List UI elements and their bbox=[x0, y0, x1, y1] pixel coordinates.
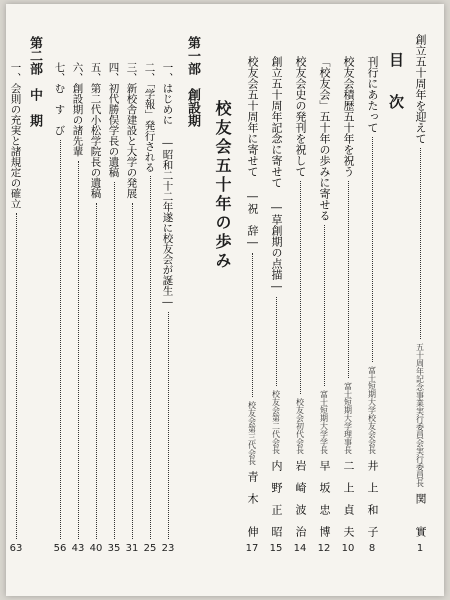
item-title: 一、はじめに ―昭和二十二年遂に校友会が誕生― bbox=[161, 62, 174, 308]
entry-page: 17 bbox=[245, 543, 259, 554]
dot-leader bbox=[60, 140, 61, 540]
item-title: 五、第二代小松学院長の遺稿 bbox=[89, 62, 102, 199]
entry-author-title: 校友会第三代会長 bbox=[247, 401, 257, 465]
part1-item bbox=[124, 62, 140, 554]
toc-title: 目 次 bbox=[387, 52, 405, 115]
part1-item bbox=[160, 62, 176, 554]
item-title: 七、む す び bbox=[53, 62, 66, 136]
entry-author-title: 富士短期大学校友会会長 bbox=[367, 366, 377, 454]
item-title: 一、会則の充実と諸規定の確立 bbox=[9, 62, 22, 209]
part2-label: 第二部 中 期 bbox=[27, 36, 42, 127]
entry-author-title: 富士短期大学理事長 bbox=[343, 382, 353, 454]
entry-page: 15 bbox=[269, 543, 283, 554]
part1-item bbox=[88, 62, 104, 554]
dot-leader bbox=[300, 181, 301, 394]
entry-author-title: 五十周年記念事業実行委員会実行委員長 bbox=[415, 343, 425, 487]
dot-leader bbox=[324, 225, 325, 386]
entry-title: 校友会五十周年に寄せて ―祝 辞― bbox=[246, 56, 259, 249]
entry-title: 校友会積歴五十年を祝う bbox=[342, 56, 355, 177]
entry-author: 岩 崎 波 治 bbox=[294, 460, 307, 537]
toc-entry bbox=[268, 56, 284, 554]
toc-entry bbox=[316, 56, 332, 554]
dot-leader bbox=[348, 181, 349, 378]
entry-title: 創立五十周年記念に寄せて ―草創期の点描― bbox=[270, 56, 283, 293]
entry-author: 青 木 伸 bbox=[246, 471, 259, 537]
toc-entry bbox=[340, 56, 356, 554]
item-page: 56 bbox=[53, 543, 67, 554]
entry-author-title: 富士短期大学学長 bbox=[319, 390, 329, 454]
entry-page: 12 bbox=[317, 543, 331, 554]
entry-page: 10 bbox=[341, 543, 355, 554]
item-title: 四、初代勝俣学長の遺稿 bbox=[107, 62, 120, 178]
entry-page: 8 bbox=[368, 543, 376, 554]
entry-title: 校友会史の発刊を祝して bbox=[294, 56, 307, 177]
item-page: 40 bbox=[89, 543, 103, 554]
dot-leader bbox=[16, 213, 17, 539]
item-title: 二、「学報」発行される bbox=[143, 62, 156, 173]
part1-item bbox=[106, 62, 122, 554]
entry-author-title: 校友会初代会長 bbox=[295, 398, 305, 454]
dot-leader bbox=[96, 203, 97, 540]
book-page bbox=[6, 4, 444, 596]
item-page: 35 bbox=[107, 543, 121, 554]
entry-author: 早 坂 忠 博 bbox=[318, 460, 331, 537]
dot-leader bbox=[372, 137, 373, 362]
dot-leader bbox=[132, 203, 133, 540]
item-page: 23 bbox=[161, 543, 175, 554]
part2-item bbox=[8, 62, 24, 554]
entry-page: 14 bbox=[293, 543, 307, 554]
dot-leader bbox=[168, 312, 169, 539]
entry-author: 関 實 bbox=[414, 493, 427, 537]
entry-author-title: 校友会第二代会長 bbox=[271, 390, 281, 454]
dot-leader bbox=[252, 253, 253, 397]
toc-entry bbox=[412, 34, 428, 554]
item-page: 63 bbox=[9, 543, 23, 554]
part1-item bbox=[52, 62, 68, 554]
item-title: 三、新校舎建設と大学の発展 bbox=[125, 62, 138, 199]
part1-label: 第一部 創設期 bbox=[185, 36, 200, 127]
section-title: 校友会五十年の歩み bbox=[213, 100, 232, 271]
toc-entry bbox=[292, 56, 308, 554]
entry-title: 創立五十周年を迎えて bbox=[414, 34, 427, 144]
item-page: 31 bbox=[125, 543, 139, 554]
item-page: 43 bbox=[71, 543, 85, 554]
dot-leader bbox=[276, 297, 277, 386]
part1-item bbox=[70, 62, 86, 554]
entry-page: 1 bbox=[416, 543, 424, 554]
toc-entry bbox=[364, 56, 380, 554]
dot-leader bbox=[78, 161, 79, 540]
entry-author: 内 野 正 昭 bbox=[270, 460, 283, 537]
toc-entry bbox=[244, 56, 260, 554]
item-title: 六、創設期の諸先輩 bbox=[71, 62, 84, 157]
dot-leader bbox=[150, 176, 151, 539]
entry-author: 二 上 貞 夫 bbox=[342, 460, 355, 537]
entry-author: 井 上 和 子 bbox=[366, 460, 379, 537]
part1-item bbox=[142, 62, 158, 554]
dot-leader bbox=[114, 182, 115, 540]
dot-leader bbox=[420, 148, 421, 339]
entry-title: 「校友会」五十年の歩みに寄せる bbox=[318, 56, 331, 221]
entry-title: 刊行にあたって bbox=[366, 56, 379, 133]
item-page: 25 bbox=[143, 543, 157, 554]
